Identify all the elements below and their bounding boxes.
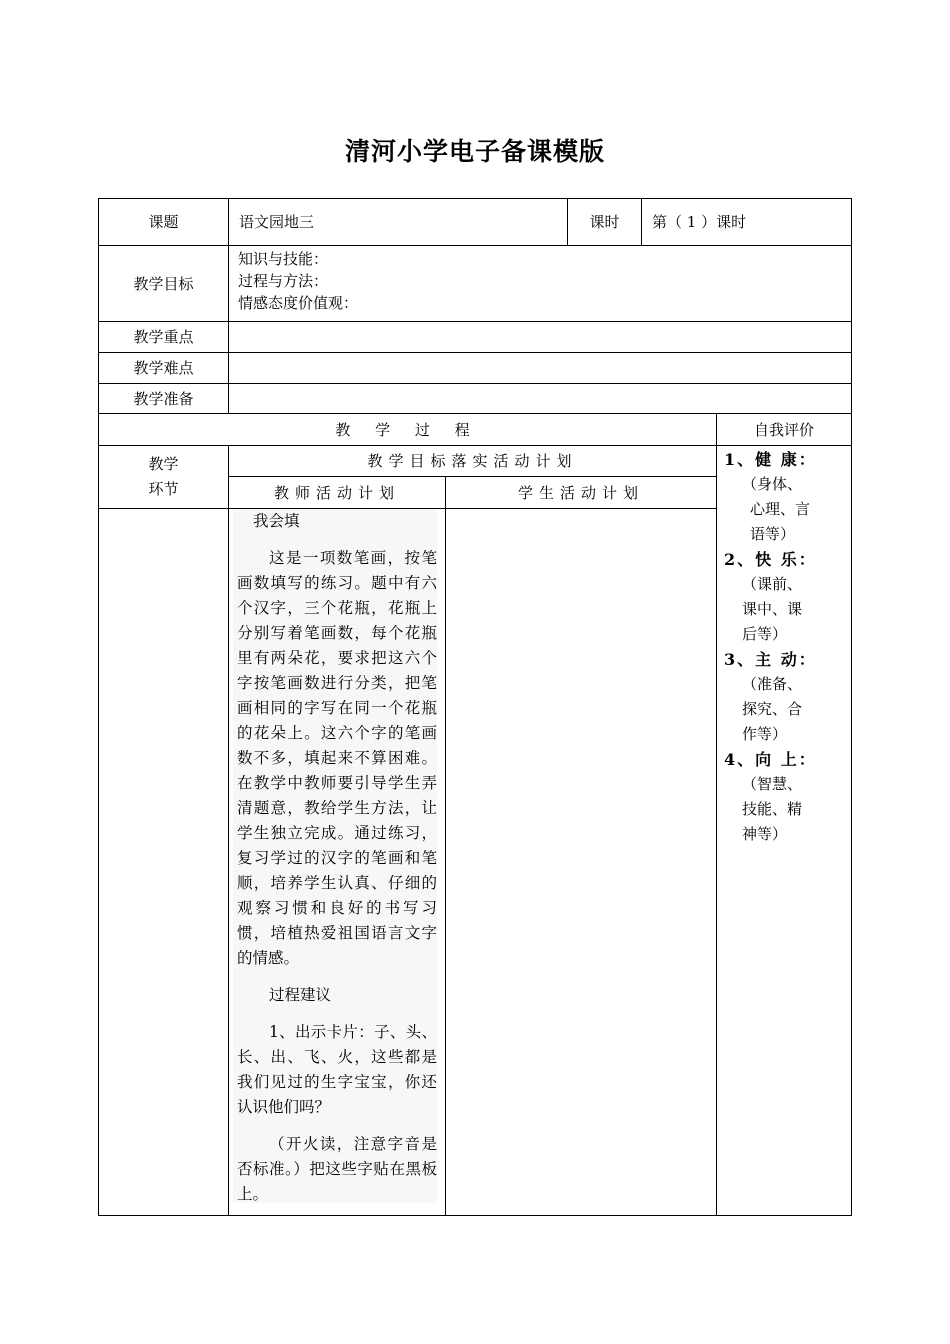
- goal-knowledge: 知识与技能：: [238, 250, 329, 268]
- key-point-label: 教学重点: [133, 328, 194, 346]
- table-border: [445, 476, 446, 1216]
- student-plan-label: 学生活动计划: [517, 483, 644, 502]
- self-eval-item: [724, 647, 846, 747]
- stage-label-line1: 教学: [148, 455, 179, 473]
- self-eval-sub: （智慧、: [742, 775, 803, 793]
- table-border: [228, 445, 229, 1216]
- difficulty-label: 教学难点: [133, 359, 194, 377]
- table-border: [716, 413, 717, 1216]
- goals-content: [238, 248, 838, 320]
- teacher-para-step1-note: （开火读，注意字音是否标准。）把这些字贴在黑板上。: [237, 1135, 437, 1203]
- self-eval-label: 自我评价: [753, 420, 814, 439]
- self-eval-sub: 探究、合: [742, 700, 803, 718]
- self-eval-sub: （身体、: [742, 475, 803, 493]
- topic-label: 课题: [148, 213, 179, 231]
- teacher-para-step1: 1、出示卡片：子、头、长、出、飞、火，这些都是我们见过的生字宝宝，你还认识他们吗？: [237, 1023, 437, 1116]
- self-eval-sub: 技能、精: [742, 800, 803, 818]
- self-eval-sub: 课中、课: [742, 600, 803, 618]
- self-eval-sub: 语等）: [750, 525, 796, 543]
- self-eval-item: [724, 447, 846, 547]
- period-value: 第（ 1 ）课时: [652, 213, 747, 231]
- self-eval-sub: （准备、: [742, 675, 803, 693]
- stage-label-line2: 环节: [148, 480, 179, 498]
- self-eval-head: 3、主 动：: [724, 650, 817, 669]
- self-eval-list: [724, 447, 846, 847]
- teacher-para-description: 这是一项数笔画，按笔画数填写的练习。题中有六个汉字，三个花瓶，花瓶上分别写着笔画数，每个花瓶里有两朵花，要求把这六个字按笔画数进行分类，把笔画相同的字写在同一个花瓶的花朵上。这六个字的笔画数不多，填起来不算困难。在教学中教师要引导学生弄清题意，教给学生方法，让学生独立完成。通过练习，复习学过的汉字的笔画和笔顺，培养学生认真、仔细的观察习惯和良好的书写习惯，培植热爱祖国语言文字的情感。: [237, 549, 437, 967]
- self-eval-sub: 心理、言: [750, 500, 811, 518]
- self-eval-sub: （课前、: [742, 575, 803, 593]
- table-border: [98, 1215, 852, 1216]
- period-label: 课时: [589, 213, 620, 231]
- self-eval-head: 2、快 乐：: [724, 550, 817, 569]
- goals-label: 教学目标: [133, 274, 194, 293]
- teacher-para-suggestion-title: 过程建议: [269, 986, 332, 1004]
- self-eval-head: 4、向 上：: [724, 750, 817, 769]
- teacher-content: [237, 509, 437, 1207]
- preparation-label: 教学准备: [133, 389, 194, 408]
- table-border: [851, 198, 852, 1216]
- self-eval-head: 1、健 康：: [724, 450, 817, 469]
- process-label: 教 学 过 程: [335, 420, 480, 439]
- teacher-plan-label: 教师活动计划: [273, 483, 400, 502]
- goal-process: 过程与方法：: [238, 272, 329, 290]
- goal-impl-label: 教学目标落实活动计划: [367, 452, 578, 470]
- topic-value: 语文园地三: [239, 213, 315, 231]
- self-eval-sub: 作等）: [742, 725, 788, 743]
- self-eval-item: [724, 547, 846, 647]
- stage-label: [99, 452, 228, 504]
- self-eval-sub: 神等）: [742, 825, 788, 843]
- self-eval-sub: 后等）: [742, 625, 788, 643]
- goal-attitude: 情感态度价值观：: [238, 294, 359, 312]
- teacher-para-title: 我会填: [253, 512, 300, 530]
- self-eval-item: [724, 747, 846, 847]
- page-title: 清河小学电子备课模版: [344, 137, 605, 166]
